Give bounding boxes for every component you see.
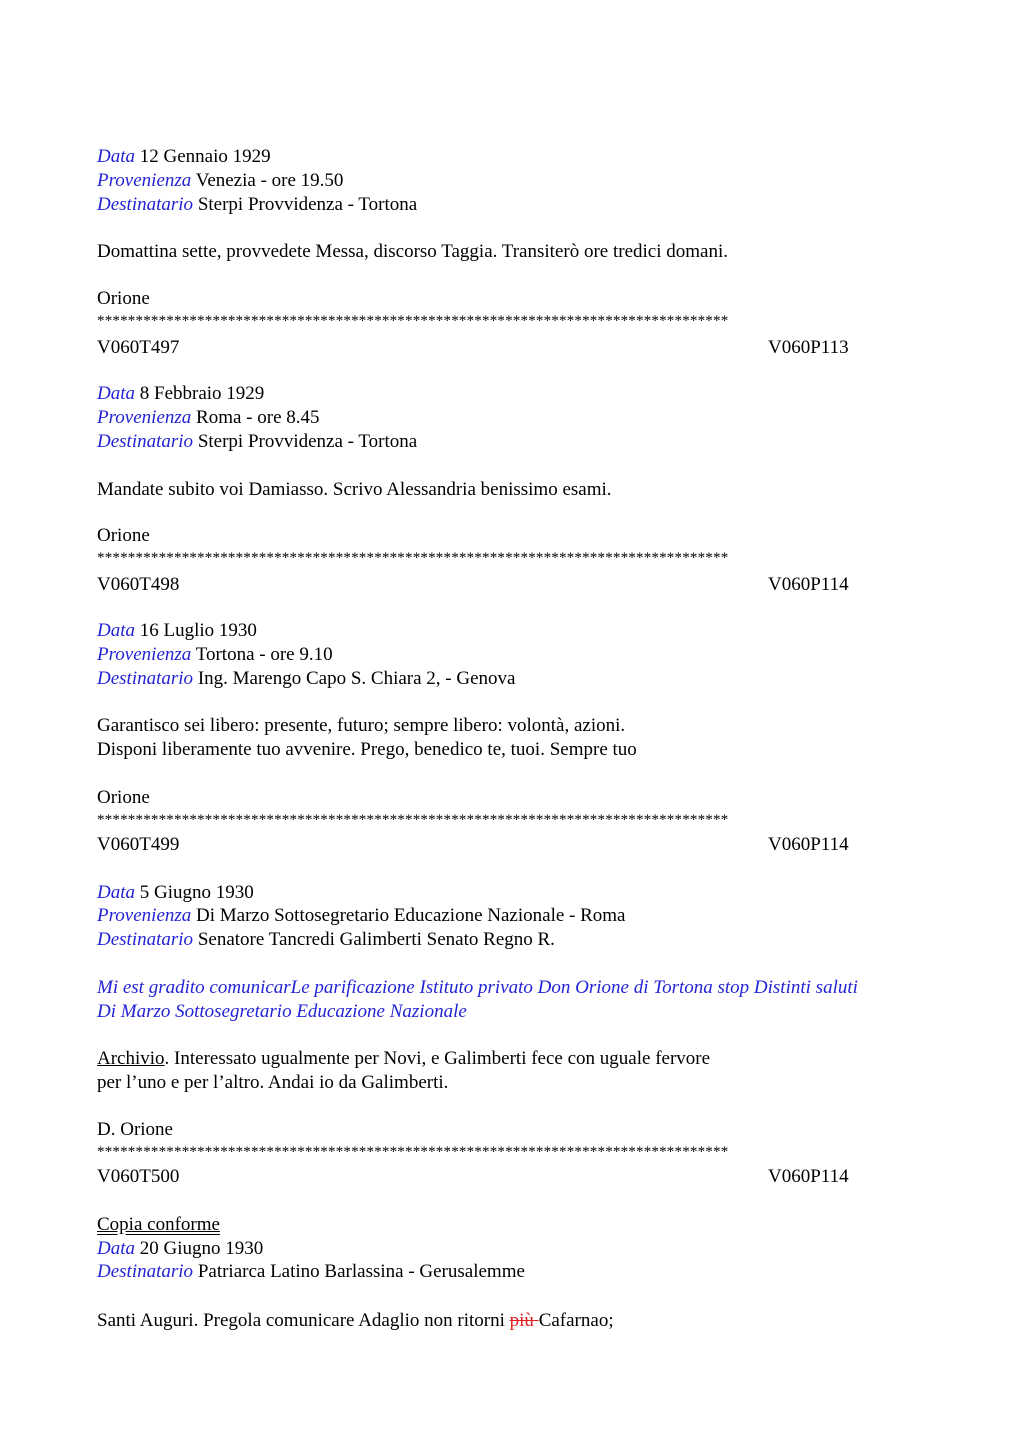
provenance-value: Venezia - ore 19.50	[195, 170, 344, 191]
entry-code-right: V060P113	[768, 337, 849, 358]
entry-code-left: V060T497	[97, 337, 180, 358]
quoted-telegram-line: Di Marzo Sottosegretario Educazione Nazionale	[97, 1001, 467, 1022]
entry-date-line	[97, 1237, 263, 1261]
provenance-value: Di Marzo Sottosegretario Educazione Nazionale - Roma	[196, 905, 626, 926]
entry-recipient-line	[97, 430, 417, 454]
separator: **********************************************************************************	[97, 313, 729, 329]
date-value: 12 Gennaio 1929	[139, 146, 271, 167]
recipient-value: Patriarca Latino Barlassina - Gerusalemme	[197, 1261, 525, 1282]
date-value: 20 Giugno 1930	[139, 1238, 264, 1259]
recipient-label: Destinatario	[97, 929, 194, 950]
entry-recipient-line	[97, 1260, 525, 1284]
date-label: Data	[97, 620, 135, 641]
date-label: Data	[97, 383, 135, 404]
recipient-label: Destinatario	[97, 1261, 194, 1282]
recipient-value: Ing. Marengo Capo S. Chiara 2, - Genova	[197, 668, 516, 689]
entry-date-line	[97, 881, 254, 905]
provenance-value: Roma - ore 8.45	[196, 407, 320, 428]
telegram-body-line: Disponi liberamente tuo avvenire. Prego, benedico te, tuoi. Sempre tuo	[97, 739, 637, 760]
date-label: Data	[97, 146, 135, 167]
copy-heading: Copia conforme	[97, 1214, 220, 1235]
entry-code-right: V060P114	[768, 1166, 849, 1187]
entry-code-left: V060T498	[97, 574, 180, 595]
entry-recipient-line	[97, 193, 417, 217]
entry-code-right: V060P114	[768, 574, 849, 595]
provenance-label: Provenienza	[97, 905, 192, 926]
archive-note-line	[97, 1047, 710, 1071]
entry-date-line	[97, 145, 271, 169]
separator: **********************************************************************************	[97, 812, 729, 828]
archive-note-text: . Interessato ugualmente per Novi, e Galimberti fece con uguale fervore	[164, 1048, 711, 1069]
signature: Orione	[97, 787, 150, 808]
provenance-label: Provenienza	[97, 644, 192, 665]
recipient-label: Destinatario	[97, 668, 194, 689]
archive-note-line: per l’uno e per l’altro. Andai io da Galimberti.	[97, 1072, 449, 1093]
entry-code-left: V060T500	[97, 1166, 180, 1187]
date-value: 5 Giugno 1930	[139, 882, 254, 903]
telegram-body	[97, 1309, 614, 1333]
entry-provenance-line	[97, 643, 333, 667]
struck-text: più	[509, 1310, 539, 1331]
signature: Orione	[97, 288, 150, 309]
body-text-before: Santi Auguri. Pregola comunicare Adaglio non ritorni	[97, 1310, 510, 1331]
telegram-body: Domattina sette, provvedete Messa, discorso Taggia. Transiterò ore tredici domani.	[97, 241, 728, 262]
provenance-value: Tortona - ore 9.10	[195, 644, 333, 665]
entry-date-line	[97, 619, 257, 643]
archive-label: Archivio	[97, 1048, 165, 1069]
entry-code-right: V060P114	[768, 834, 849, 855]
telegram-body: Mandate subito voi Damiasso. Scrivo Alessandria benissimo esami.	[97, 479, 612, 500]
recipient-label: Destinatario	[97, 431, 194, 452]
entry-provenance-line	[97, 406, 320, 430]
date-value: 16 Luglio 1930	[139, 620, 257, 641]
quoted-telegram-line: Mi est gradito comunicarLe parificazione Istituto privato Don Orione di Tortona stop Distinti saluti	[97, 977, 858, 998]
body-text-after: Cafarnao;	[538, 1310, 614, 1331]
entry-recipient-line	[97, 667, 515, 691]
entry-code-left: V060T499	[97, 834, 180, 855]
entry-recipient-line	[97, 928, 555, 952]
entry-provenance-line	[97, 904, 626, 928]
date-label: Data	[97, 882, 135, 903]
recipient-value: Sterpi Provvidenza - Tortona	[197, 431, 418, 452]
date-label: Data	[97, 1238, 135, 1259]
provenance-label: Provenienza	[97, 407, 192, 428]
recipient-label: Destinatario	[97, 194, 194, 215]
provenance-label: Provenienza	[97, 170, 192, 191]
separator: **********************************************************************************	[97, 1144, 729, 1160]
date-value: 8 Febbraio 1929	[139, 383, 265, 404]
signature: D. Orione	[97, 1119, 173, 1140]
telegram-body-line: Garantisco sei libero: presente, futuro; sempre libero: volontà, azioni.	[97, 715, 626, 736]
separator: **********************************************************************************	[97, 550, 729, 566]
recipient-value: Sterpi Provvidenza - Tortona	[197, 194, 418, 215]
recipient-value: Senatore Tancredi Galimberti Senato Regno R.	[197, 929, 555, 950]
entry-provenance-line	[97, 169, 343, 193]
entry-date-line	[97, 382, 264, 406]
signature: Orione	[97, 525, 150, 546]
